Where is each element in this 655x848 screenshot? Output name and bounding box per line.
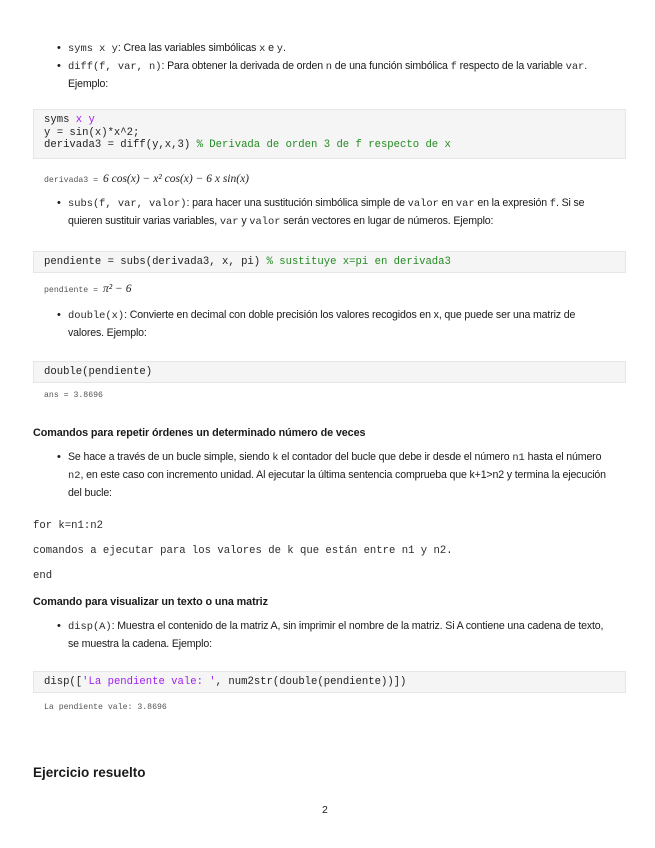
bullet-text: : Crea las variables simbólicas	[117, 42, 260, 54]
section-heading-bucle: Comandos para repetir órdenes un determinado número de veces	[33, 427, 366, 439]
code-inline: valor	[249, 216, 281, 228]
code-inline: disp(A)	[68, 621, 112, 633]
bullet-disp	[57, 618, 608, 653]
code-inline: f	[549, 198, 557, 210]
code-block-subs-example[interactable]	[33, 251, 626, 273]
loop-body-line: comandos a ejecutar para los valores de k que están entre n1 y n2.	[33, 545, 453, 557]
bullet-text: en la expresión	[474, 197, 550, 209]
code-text: y = sin(x)*x^2;	[44, 126, 140, 139]
code-inline: k	[272, 452, 279, 464]
loop-for-line: for k=n1:n2	[33, 520, 103, 532]
bullet-text: en	[438, 197, 456, 209]
output-math: 6 cos(x) − x² cos(x) − 6 x sin(x)	[102, 173, 250, 185]
bullet-text: : Convierte en decimal con doble precisión los valores recogidos en x, que puede ser una matriz de valores. Ejemplo:	[68, 309, 576, 339]
bullet-dot: •	[57, 451, 61, 463]
output-label: pendiente =	[44, 286, 103, 295]
output-math: π² − 6	[102, 283, 132, 295]
code-inline: n	[325, 61, 332, 73]
bullet-text: . Ejemplo:	[68, 60, 588, 90]
bullet-text: e	[265, 42, 277, 54]
output-disp	[44, 703, 167, 712]
code-inline: x	[259, 43, 266, 55]
output-text: ans = 3.8696	[44, 391, 103, 400]
bullet-text: hasta el número	[524, 451, 602, 463]
loop-end-line: end	[33, 570, 53, 582]
bullet-text: serán vectores en lugar de números. Ejemplo:	[280, 215, 494, 227]
code-inline: diff(f, var, n)	[68, 61, 162, 73]
section-heading-ejercicio: Ejercicio resuelto	[33, 765, 146, 780]
section-heading-disp: Comando para visualizar un texto o una matriz	[33, 596, 268, 608]
bullet-dot: •	[57, 620, 61, 632]
output-text: La pendiente vale: 3.8696	[44, 703, 167, 712]
code-inline: var	[565, 61, 585, 73]
code-block-double-example[interactable]	[33, 361, 626, 383]
bullet-text: el contador del bucle que debe ir desde el número	[278, 451, 513, 463]
bullet-text: .	[282, 42, 286, 54]
code-text: syms	[44, 114, 76, 126]
bullet-text: y	[238, 215, 250, 227]
bullet-text: : Para obtener la derivada de orden	[161, 60, 326, 72]
code-inline: subs(f, var, valor)	[68, 198, 187, 210]
code-inline: double(x)	[68, 310, 125, 322]
code-block-disp-example[interactable]	[33, 671, 626, 693]
code-inline: n2	[68, 470, 81, 482]
code-comment: % sustituye x=pi en derivada3	[266, 256, 451, 268]
code-inline: var	[455, 198, 475, 210]
code-inline: y	[276, 43, 283, 55]
bullet-subs	[57, 195, 608, 231]
code-text: , num2str(double(pendiente))])	[215, 676, 407, 688]
bullet-dot: •	[57, 309, 61, 321]
code-string: 'La pendiente vale: '	[82, 676, 216, 688]
output-label: derivada3 =	[44, 176, 103, 185]
bullet-text: de una función simbólica	[332, 60, 451, 72]
code-inline: n1	[512, 452, 525, 464]
code-block-diff-example[interactable]	[33, 109, 626, 159]
code-inline: var	[219, 216, 239, 228]
bullet-text: : para hacer una sustitución simbólica simple de	[186, 197, 408, 209]
bullet-dot: •	[57, 197, 61, 209]
bullet-text: , en este caso con incremento unidad. Al ejecutar la última sentencia comprueba que k+1>n2 y termina la ejecución del bucle:	[68, 469, 606, 499]
bullet-text: respecto de la variable	[456, 60, 566, 72]
code-inline: syms x y	[68, 43, 118, 55]
bullet-text: : Muestra el contenido de la matriz A, sin imprimir el nombre de la matriz. Si A contiene una cadena de texto, se muestra la cadena. Ejemplo:	[68, 620, 604, 650]
code-inline: valor	[407, 198, 439, 210]
bullet-text: Se hace a través de un bucle simple, siendo	[68, 451, 273, 463]
code-text: pendiente = subs(derivada3, x, pi)	[44, 256, 267, 268]
code-comment: % Derivada de orden 3 de f respecto de x	[196, 139, 451, 151]
bullet-dot: •	[57, 42, 61, 54]
code-text: derivada3 = diff(y,x,3)	[44, 139, 197, 151]
code-inline: f	[450, 61, 457, 73]
bullet-dot: •	[57, 60, 61, 72]
code-text: double(pendiente)	[44, 366, 153, 378]
bullet-syms	[57, 40, 608, 58]
bullet-text: . Si se quieren sustituir varias variables,	[68, 197, 585, 227]
page-number: 2	[322, 804, 328, 816]
output-derivada3	[44, 173, 249, 185]
code-symbolic-vars: x y	[75, 114, 95, 126]
output-ans	[44, 391, 103, 400]
output-pendiente	[44, 283, 131, 295]
bullet-bucle	[57, 449, 608, 502]
code-text: disp([	[44, 676, 83, 688]
bullet-double	[57, 307, 608, 342]
bullet-diff	[57, 58, 608, 93]
